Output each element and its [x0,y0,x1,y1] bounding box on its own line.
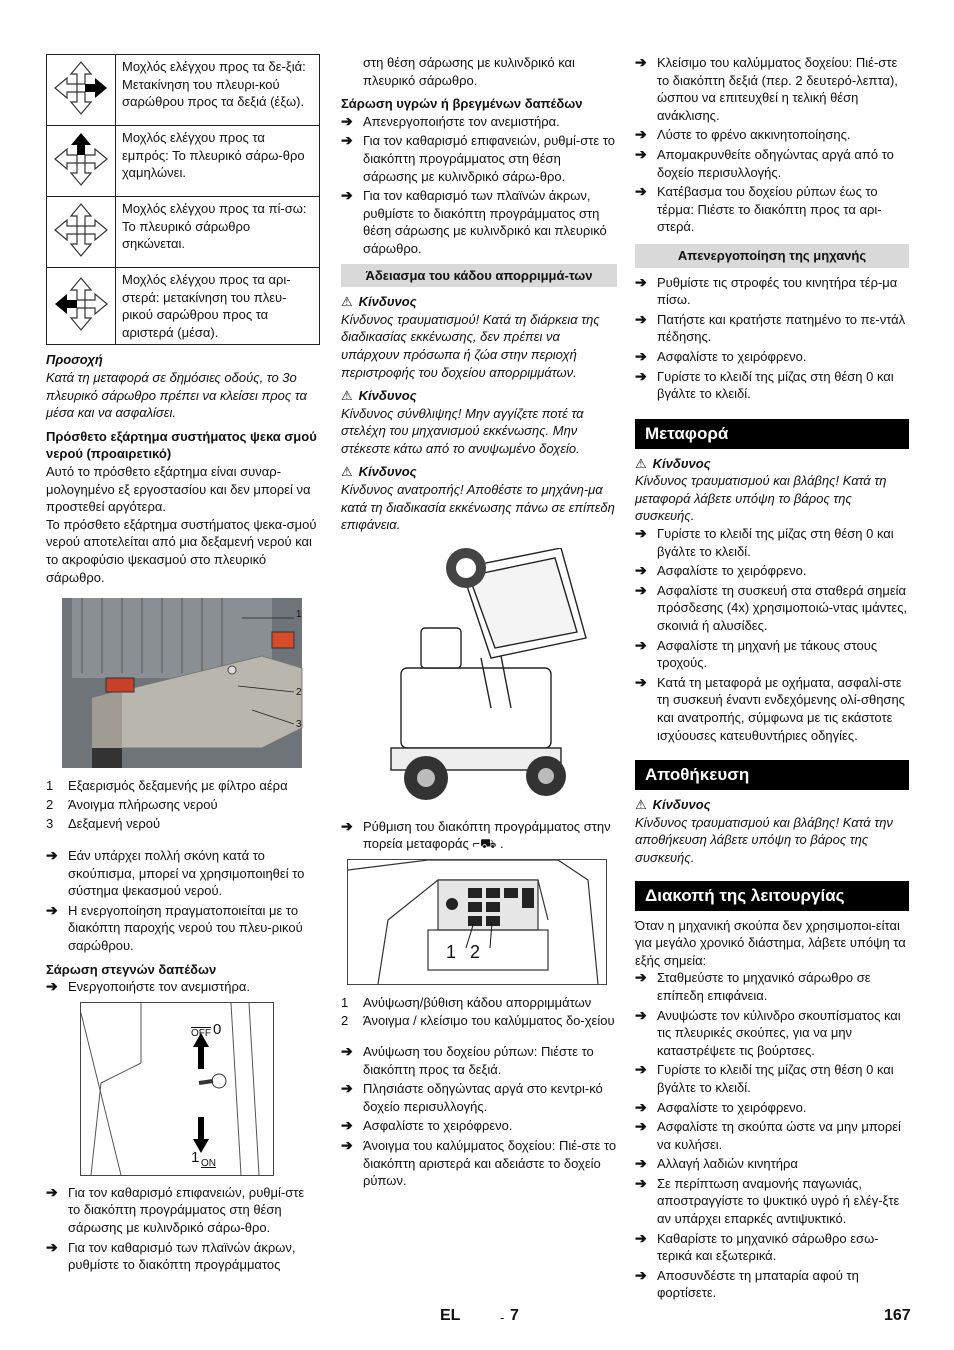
sweeper-dump-illustration [371,548,591,810]
warning-icon: ⚠ [341,388,353,404]
fig-callout-2: 2 [296,687,302,699]
decommission-intro: Όταν η μηχανική σκούπα δεν χρησιμοποι-είται για μεγάλο χρονικό διάστημα, λάβετε υπόψη τα εξής σημεία: [635,917,906,968]
danger-heading: ⚠ Κίνδυνος [635,797,711,813]
transport-heading: Μεταφορά [635,419,909,449]
list-item: ➔ Ασφαλίστε το χειρόφρενο. [341,1117,513,1134]
warning-icon: ⚠ [635,797,647,813]
switch-one-label: 1 [191,1148,200,1166]
switch-zero-label: 0 [213,1020,222,1038]
wet-sweep-title: Σάρωση υγρών ή βρεγμένων δαπέδων [341,96,583,112]
arrow-icon: ➔ [46,847,58,864]
list-item: ➔ Γυρίστε το κλειδί της μίζας στη θέση 0 και βγάλτε το κλειδί. [635,367,894,402]
arrow-icon: ➔ [635,562,647,579]
column-left [46,54,318,1276]
warning-icon: ⚠ [341,464,353,480]
list-item: ➔ Για τον καθαρισμό των πλαϊνών άκρων, ρυθμίστε το διακόπτη προγράμματος στη θέση σάρωσης με κυλινδρικό και πλευρικό σάρωθρο. [341,187,607,256]
arrow-icon: ➔ [635,1266,647,1283]
list-item: ➔ Ασφαλίστε τη μηχανή με τάκους στους τροχούς. [635,636,878,671]
lever-control-table [46,54,320,345]
list-item: ➔ Για τον καθαρισμό επιφανειών, ρυθμί-στε το διακόπτη προγράμματος στη θέση σάρωσης με κυλινδρικό σάρω-θρο. [46,1183,305,1236]
footer-local-page: 7 [510,1307,519,1324]
danger-text-3: Κίνδυνος ανατροπής! Αποθέστε το μηχάνη-μα κατά τη διαδικασία εκκένωσης πάνω σε επίπεδη επιφάνεια. [341,482,615,533]
list-item: ➔ Εάν υπάρχει πολλή σκόνη κατά το σκούπισμα, μπορεί να χρησιμοποιηθεί το σύστημα ψεκασμού νερού. [46,847,305,899]
list-item: ➔ Καθαρίστε το μηχανικό σάρωθρο εσω-τερικά και εξωτερικά. [635,1229,879,1264]
lever-forward-text: Μοχλός ελέγχου προς τα εμπρός: Το πλευρικό σάρω-θρο χαμηλώνει. [116,126,320,197]
lever-left-icon [47,268,116,345]
list-item: ➔ Ασφαλίστε τη σκούπα ώστε να μην μπορεί να κυλήσει. [635,1118,901,1152]
table-row [47,197,320,268]
danger-heading: ⚠ Κίνδυνος [341,294,417,310]
arrow-icon: ➔ [341,1043,353,1060]
decommission-heading: Διακοπή της λειτουργίας [635,881,909,911]
panel-label-1: 1 [446,942,457,963]
arrow-icon: ➔ [46,1238,58,1255]
arrow-icon: ➔ [635,673,647,690]
lever-back-text: Μοχλός ελέγχου προς τα πί-σω: Το πλευρικό σάρωθρο σηκώνεται. [116,197,320,268]
arrow-icon: ➔ [635,54,647,70]
arrow-icon: ➔ [341,187,353,204]
list-item: ➔ Για τον καθαρισμό των πλαϊνών άκρων, ρυθμίστε το διακόπτη προγράμματος [46,1238,296,1273]
fan-switch-figure [80,1002,274,1176]
list-item: ➔ Η ενεργοποίηση πραγματοποιείται με το διακόπτη παροχής νερού του πλευ-ρικού σαρώθρου. [46,901,303,954]
arrow-icon: ➔ [635,525,647,542]
lever-right-text: Μοχλός ελέγχου προς τα δε-ξιά: Μετακίνηση του πλευρι-κού σαρώθρου προς τα δεξιά (έξω). [116,55,320,126]
list-item: ➔ Ασφαλίστε το χειρόφρενο. [635,562,807,579]
caution-text: Κατά τη μεταφορά σε δημόσιες οδούς, το 3ο πλευρικό σάρωθρο πρέπει να κλείσει προς τα μέσα και να ασφαλίσει. [46,369,307,421]
list-item: ➔ Ρύθμιση του διακόπτη προγράμματος στην πορεία μεταφοράς ⌐⛟ . [341,817,611,852]
arrow-icon: ➔ [46,901,58,918]
list-item: ➔ Απομακρυνθείτε οδηγώντας αργά από το δοχείο περισυλλογής. [635,145,894,180]
arrow-icon: ➔ [635,273,647,290]
control-panel-figure [347,859,607,985]
list-item: ➔ Απενεργοποιήστε τον ανεμιστήρα. [341,112,560,129]
legend-item: 2 Άνοιγμα / κλείσιμο του καλύμματος δο-χείου [341,1013,615,1029]
list-item: ➔ Γυρίστε το κλειδί της μίζας στη θέση 0 και βγάλτε το κλειδί. [635,525,894,559]
switch-off-label: $\overline{OFF}$ [191,1027,211,1039]
arrow-icon: ➔ [341,1080,353,1097]
arrow-icon: ➔ [635,1118,647,1135]
arrow-icon: ➔ [635,1155,647,1172]
accessory-paragraph-1: Αυτό το πρόσθετο εξάρτημα είναι συναρ-μολογημένο εξ εργοστασίου και δεν μπορεί να προστεθεί αργότερα. [46,463,311,515]
arrow-icon: ➔ [341,1117,353,1134]
storage-danger-text: Κίνδυνος τραυματισμού και βλάβης! Κατά την αποθήκευση λάβετε υπόψη το βάρος της συσκευής. [635,814,893,865]
continued-text: στη θέση σάρωσης με κυλινδρικό και πλευρικό σάρωθρο. [363,55,575,88]
table-row [47,126,320,197]
lever-forward-icon [47,126,116,197]
dry-sweep-title: Σάρωση στεγνών δαπέδων [46,961,217,977]
list-item: ➔ Κατά τη μεταφορά με οχήματα, ασφαλί-στε τη συσκευή έναντι ενδεχόμενης ολί-σθησης και ανατροπής, σύμφωνα με τις εκάστοτε ισχύουσες κατευθυντήριες οδηγίες. [635,673,905,743]
arrow-icon: ➔ [46,978,58,995]
list-item: ➔ Λύστε το φρένο ακκινητοποίησης. [635,126,851,143]
empty-bin-heading: Άδειασμα του κάδου απορριμμά-των [341,264,617,288]
legend-item: 3 Δεξαμενή νερού [46,816,161,832]
list-item: ➔ Αλλαγή λαδιών κινητήρα [635,1155,798,1172]
arrow-icon: ➔ [635,183,647,200]
fig-callout-1: 1 [296,609,302,621]
danger-text-1: Κίνδυνος τραυματισμού! Κατά τη διάρκεια της διαδικασίας εκκένωσης, δεν πρέπει να υπάρχουν πρόσωπα ή ζώα στην περιοχή περιστροφής του δοχείου απορριμμάτων. [341,311,600,380]
list-item: ➔ Πατήστε και κρατήστε πατημένο το πε-ντάλ πέδησης. [635,310,906,345]
list-item: ➔ Αποσυνδέστε τη μπαταρία αφού τη φορτίσετε. [635,1266,859,1301]
warning-icon: ⚠ [635,455,647,471]
danger-text-2: Κίνδυνος σύνθλιψης! Μην αγγίζετε ποτέ τα στελέχη του μηχανισμού εκκένωσης. Μην στέκεστε κάτω από το ανυψωμένο δοχείο. [341,405,584,456]
lever-right-icon [47,55,116,126]
arrow-icon: ➔ [635,1098,647,1115]
table-row [47,268,320,345]
legend-item: 1 Ανύψωση/βύθιση κάδου απορριμμάτων [341,995,592,1011]
danger-heading: ⚠ Κίνδυνος [635,455,711,471]
list-item: ➔ Ασφαλίστε το χειρόφρενο. [635,1098,807,1115]
lever-left-text: Μοχλός ελέγχου προς τα αρι-στερά: μετακίνηση του πλευ-ρικού σαρώθρου προς τα αριστερά (μέσα). [116,268,320,345]
arrow-icon: ➔ [341,112,353,129]
table-row [47,55,320,126]
arrow-icon: ➔ [46,1183,58,1200]
lever-back-icon [47,197,116,268]
list-item: ➔ Ασφαλίστε το χειρόφρενο. [635,347,807,364]
column-right [635,54,909,1304]
list-item: ➔ Για τον καθαρισμό επιφανειών, ρυθμί-στε το διακόπτη προγράμματος στη θέση σάρωσης με κυλινδρικό σάρω-θρο. [341,132,615,184]
arrow-icon: ➔ [341,1137,353,1153]
arrow-icon: ➔ [341,817,353,834]
arrow-icon: ➔ [635,1174,647,1191]
footer-separator: - [500,1310,505,1325]
footer-language: EL [440,1307,461,1324]
list-item: ➔ Γυρίστε το κλειδί της μίζας στη θέση 0 και βγάλτε το κλειδί. [635,1061,894,1095]
list-item: ➔ Κλείσιμο του καλύμματος δοχείου: Πιέ-στε το διακόπτη δεξιά (περ. 2 δευτερό-λεπτα), ώσπου να επιτευχθεί η τελική θέση ανάκλισης. [635,54,898,123]
arrow-icon: ➔ [635,310,647,327]
list-item: ➔ Ενεργοποιήστε τον ανεμιστήρα. [46,978,250,995]
caution-title: Προσοχή [46,352,103,368]
list-item: ➔ Ανυψώστε τον κύλινδρο σκουπίσματος και τις πλευρικές σκούπες, για να μην καταστρέψετε τις βούρτσες. [635,1006,901,1058]
arrow-icon: ➔ [635,126,647,143]
list-item: ➔ Σε περίπτωση αναμονής παγωνιάς, αποστραγγίστε το ψυκτικό υγρό ή ελέγ-ξτε αν υπάρχει επαρκές αντιψυκτικό. [635,1174,900,1227]
water-tank-photo [62,598,322,768]
arrow-icon: ➔ [635,969,647,986]
arrow-icon: ➔ [635,347,647,364]
column-middle [341,54,617,1192]
page-number: 167 [884,1307,911,1324]
storage-heading: Αποθήκευση [635,760,909,790]
arrow-icon: ➔ [635,367,647,384]
warning-icon: ⚠ [341,294,353,310]
arrow-icon: ➔ [635,1229,647,1246]
list-item: ➔ Ασφαλίστε τη συσκευή στα σταθερά σημεία πρόσδεσης (4x) χρησιμοποιώ-ντας ιμάντες, σκοινιά ή αλυσίδες. [635,581,908,634]
shutdown-heading: Απενεργοποίηση της μηχανής [635,244,909,268]
legend-item: 1 Εξαερισμός δεξαμενής με φίλτρο αέρα [46,778,288,794]
fig-callout-3: 3 [296,719,302,731]
panel-label-2: 2 [470,942,481,963]
list-item: ➔ Άνοιγμα του καλύμματος δοχείου: Πιέ-στε το διακόπτη αριστερά και αδειάστε το δοχείο ρύπων. [341,1137,617,1189]
arrow-icon: ➔ [635,145,647,162]
accessory-paragraph-2: Το πρόσθετο εξάρτημα συστήματος ψεκα-σμού νερού αποτελείται από μια δεξαμενή νερού και το ακροφύσιο ψεκασμού στο πλευρικό σάρωθρο. [46,516,317,585]
arrow-icon: ➔ [635,1006,647,1023]
transport-mode-icon: ⌐⛟ [472,836,497,852]
danger-heading: ⚠ Κίνδυνος [341,464,417,480]
list-item: ➔ Ρυθμίστε τις στροφές του κινητήρα τέρ-μα πίσω. [635,273,898,308]
legend-item: 2 Άνοιγμα πλήρωσης νερού [46,797,218,813]
arrow-icon: ➔ [635,1061,647,1078]
list-item: ➔ Ανύψωση του δοχείου ρύπων: Πιέστε το διακόπτη προς τα δεξιά. [341,1043,594,1077]
arrow-icon: ➔ [635,636,647,653]
transport-danger-text: Κίνδυνος τραυματισμού και βλάβης! Κατά τη μεταφορά λάβετε υπόψη το βάρος της συσκευής. [635,473,887,524]
arrow-icon: ➔ [635,581,647,598]
accessory-title: Πρόσθετο εξάρτημα συστήματος ψεκα σμού νερού (προαιρετικό) [46,428,317,462]
list-item: ➔ Κατέβασμα του δοχείου ρύπων έως το τέρμα: Πιέστε το διακόπτη προς τα αρι-στερά. [635,183,882,235]
switch-on-label: ON [201,1157,216,1169]
list-item: ➔ Πλησιάστε οδηγώντας αργά στο κεντρι-κό δοχείο περισυλλογής. [341,1080,603,1114]
danger-heading: ⚠ Κίνδυνος [341,388,417,404]
arrow-icon: ➔ [341,132,353,149]
panel-legend [341,993,617,1029]
figure-legend [46,776,318,833]
list-item: ➔ Σταθμεύστε το μηχανικό σάρωθρο σε επίπεδη επιφάνεια. [635,969,871,1003]
